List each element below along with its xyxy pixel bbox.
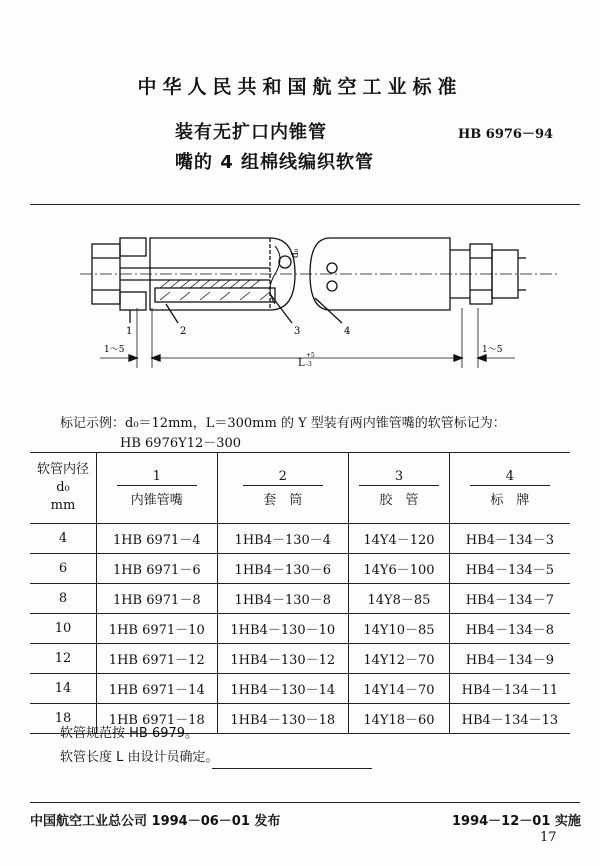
cell-bore: 14 xyxy=(30,674,97,704)
hose-section xyxy=(155,288,275,302)
issue-date: 中国航空工业总公司 1994－06－01 发布 xyxy=(30,814,281,829)
cell-bore: 18 xyxy=(30,704,97,734)
table-row xyxy=(30,584,570,614)
header-col-3-num: 3 xyxy=(359,469,439,486)
cell-nipple: 1HB 6971－4 xyxy=(97,524,218,554)
header-col-4 xyxy=(449,453,570,524)
cell-bore: 6 xyxy=(30,554,97,584)
table-row xyxy=(30,644,570,674)
length-tolerance-upper: +5 xyxy=(306,352,315,359)
document-title-line-2: 嘴的 4 组棉线编织软管 xyxy=(175,152,375,173)
cell-nipple: 1HB 6971－10 xyxy=(97,614,218,644)
cell-hose: 14Y8－85 xyxy=(349,584,450,614)
cell-nipple: 1HB 6971－12 xyxy=(97,644,218,674)
table-header-row xyxy=(30,453,570,524)
cell-bore: 10 xyxy=(30,614,97,644)
cell-hose: 14Y18－60 xyxy=(349,704,450,734)
cell-nipple: 1HB 6971－14 xyxy=(97,674,218,704)
callout-1: 1 xyxy=(126,326,133,337)
standard-org-header: 中华人民共和国航空工业标准 xyxy=(137,76,463,98)
header-bore-symbol: d₀ xyxy=(56,480,70,495)
cell-hose: 14Y6－100 xyxy=(349,554,450,584)
component-table xyxy=(30,452,570,734)
callout-3: 3 xyxy=(294,326,301,337)
table-row xyxy=(30,554,570,584)
cell-bore: 12 xyxy=(30,644,97,674)
page-number: 17 xyxy=(540,830,557,845)
cell-nipple: 1HB 6971－8 xyxy=(97,584,218,614)
document-title-line-1: 装有无扩口内锥管 xyxy=(175,122,327,143)
header-col-3 xyxy=(349,453,450,524)
cell-hose: 14Y14－70 xyxy=(349,674,450,704)
header-col-1-label: 内锥管嘴 xyxy=(130,492,183,508)
marking-example-code: HB 6976Y12－300 xyxy=(120,436,242,451)
length-dimension: L xyxy=(298,358,305,369)
cell-tag: HB4－134－8 xyxy=(449,614,570,644)
header-col-1 xyxy=(97,453,218,524)
cell-bore: 8 xyxy=(30,584,97,614)
left-offset-dimension: 1～5 xyxy=(104,345,125,355)
cell-bore: 4 xyxy=(30,524,97,554)
callout-4: 4 xyxy=(344,326,351,337)
cell-nipple: 1HB 6971－18 xyxy=(97,704,218,734)
header-col-2-label: 套 筒 xyxy=(263,492,303,508)
header-col-4-num: 4 xyxy=(470,469,550,486)
header-col-2-num: 2 xyxy=(243,469,323,486)
header-col-4-label: 标 牌 xyxy=(490,492,530,508)
table-row xyxy=(30,614,570,644)
length-tolerance-lower: -3 xyxy=(306,361,312,368)
end-of-text-rule xyxy=(212,768,372,769)
cell-tag: HB4－134－9 xyxy=(449,644,570,674)
table-row xyxy=(30,674,570,704)
header-col-2 xyxy=(217,453,349,524)
cell-nipple: 1HB 6971－6 xyxy=(97,554,218,584)
callout-2: 2 xyxy=(180,326,187,337)
header-col-1-num: 1 xyxy=(117,469,197,486)
cell-hose: 14Y4－120 xyxy=(349,524,450,554)
cell-hose: 14Y10－85 xyxy=(349,614,450,644)
standard-number: HB 6976－94 xyxy=(458,127,554,142)
cell-hose: 14Y12－70 xyxy=(349,644,450,674)
cell-socket: 1HB4－130－6 xyxy=(217,554,349,584)
bore-dimension-label: d₀ xyxy=(291,248,301,258)
cell-tag: HB4－134－3 xyxy=(449,524,570,554)
note-hose-spec: 软管规范按 HB 6979。 xyxy=(60,726,199,741)
table-row xyxy=(30,524,570,554)
header-bore xyxy=(30,453,97,524)
cell-tag: HB4－134－5 xyxy=(449,554,570,584)
cell-socket: 1HB4－130－14 xyxy=(217,674,349,704)
marking-example-text: 标记示例：d₀＝12mm，L＝300mm 的 Y 型装有两内锥管嘴的软管标记为： xyxy=(60,416,506,431)
header-col-3-label: 胶 管 xyxy=(379,492,419,508)
note-hose-length: 软管长度 L 由设计员确定。 xyxy=(60,750,219,765)
cell-socket: 1HB4－130－18 xyxy=(217,704,349,734)
header-bore-unit: mm xyxy=(50,498,76,513)
header-bore-label: 软管内径 xyxy=(36,462,89,477)
cell-socket: 1HB4－130－10 xyxy=(217,614,349,644)
cell-tag: HB4－134－13 xyxy=(449,704,570,734)
cell-socket: 1HB4－130－8 xyxy=(217,584,349,614)
header-divider xyxy=(30,204,580,205)
cell-socket: 1HB4－130－12 xyxy=(217,644,349,674)
cell-tag: HB4－134－11 xyxy=(449,674,570,704)
cell-tag: HB4－134－7 xyxy=(449,584,570,614)
cell-socket: 1HB4－130－4 xyxy=(217,524,349,554)
right-offset-dimension: 1～5 xyxy=(482,345,503,355)
hose-assembly-drawing xyxy=(70,228,570,378)
effective-date: 1994－12－01 实施 xyxy=(452,814,581,829)
footer-divider xyxy=(30,802,580,803)
